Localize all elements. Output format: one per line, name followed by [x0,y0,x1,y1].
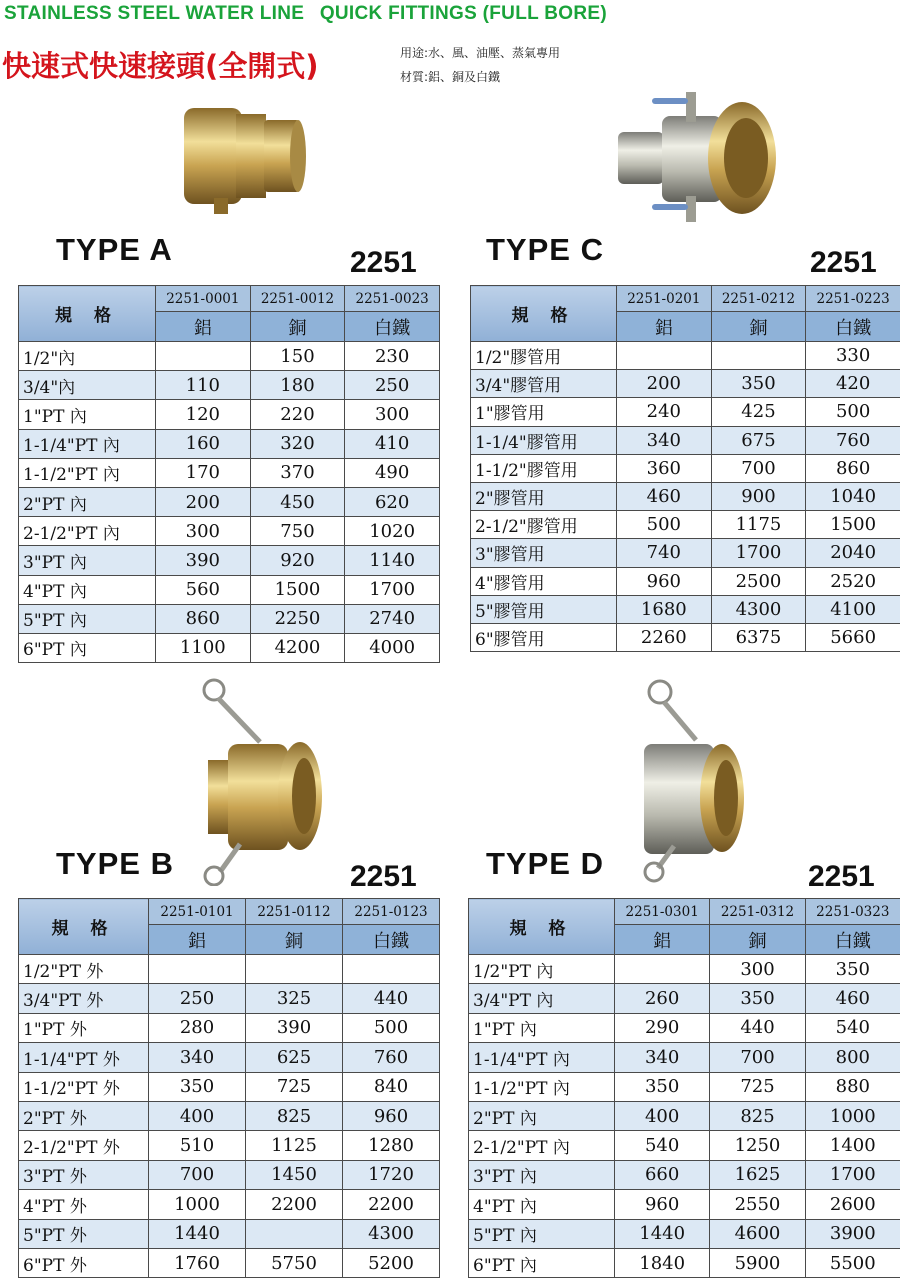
table-row [19,429,440,458]
size-cell: 1"膠管用 [471,398,617,426]
price-cell: 350 [149,1072,246,1101]
size-cell: 3/4"PT 外 [19,984,149,1013]
price-cell: 5900 [710,1248,805,1277]
size-cell: 1-1/2"PT 外 [19,1072,149,1101]
type-b-coupling-image [200,676,330,886]
price-cell: 300 [345,400,440,429]
table-row [469,1160,900,1189]
price-cell [711,342,806,370]
table-row [19,342,440,371]
spec-header: 規 格 [19,286,156,342]
price-cell: 230 [345,342,440,371]
price-cell: 500 [806,398,900,426]
price-cell: 725 [246,1072,343,1101]
table-row [19,955,440,984]
price-cell: 2520 [806,567,900,595]
size-cell: 3"膠管用 [471,539,617,567]
price-cell: 5500 [805,1248,900,1277]
size-cell: 1-1/4"PT 外 [19,1043,149,1072]
price-cell: 1500 [250,575,345,604]
product-code-header: 2251-0012 [250,286,345,312]
size-cell: 1/2"內 [19,342,156,371]
price-cell: 290 [615,1013,710,1042]
price-cell: 700 [710,1043,805,1072]
price-cell [617,342,712,370]
type-b-model: 2251 [350,860,417,893]
size-cell: 6"PT 內 [469,1248,615,1277]
price-cell: 1000 [805,1101,900,1130]
spec-header: 規 格 [19,899,149,955]
header-english [4,3,617,25]
table-row [19,400,440,429]
size-cell: 3"PT 外 [19,1160,149,1189]
price-cell: 1175 [711,511,806,539]
table-row [19,1101,440,1130]
size-cell: 1-1/2"膠管用 [471,454,617,482]
price-cell: 370 [250,458,345,487]
price-cell: 1020 [345,517,440,546]
header-row [19,286,440,312]
table-row [469,1131,900,1160]
price-cell: 360 [617,454,712,482]
product-code-header: 2251-0312 [710,899,805,925]
price-cell: 3900 [805,1219,900,1248]
table-row [469,1043,900,1072]
table-row [19,1190,440,1219]
table-row [471,370,900,398]
table-row [471,623,900,651]
price-cell: 110 [156,371,251,400]
price-cell: 540 [615,1131,710,1160]
material-header: 銅 [710,925,805,955]
table-row [19,1160,440,1189]
price-cell: 4300 [711,595,806,623]
size-cell: 1/2"膠管用 [471,342,617,370]
price-cell: 200 [617,370,712,398]
price-cell: 760 [343,1043,440,1072]
price-cell: 350 [615,1072,710,1101]
type-a-model: 2251 [350,246,417,279]
price-cell [149,955,246,984]
product-code-header: 2251-0323 [805,899,900,925]
price-cell: 120 [156,400,251,429]
size-cell: 1/2"PT 內 [469,955,615,984]
table-row [19,1013,440,1042]
table-row [469,1190,900,1219]
price-cell: 540 [805,1013,900,1042]
table-row [469,1219,900,1248]
size-cell: 2"PT 內 [469,1101,615,1130]
price-cell: 700 [149,1160,246,1189]
price-cell: 1250 [710,1131,805,1160]
table-row [19,1131,440,1160]
price-cell: 390 [156,546,251,575]
table-row [469,1072,900,1101]
price-cell: 330 [806,342,900,370]
price-cell [615,955,710,984]
material-header: 鋁 [617,312,712,342]
price-cell: 2600 [805,1190,900,1219]
price-cell: 300 [156,517,251,546]
price-cell: 625 [246,1043,343,1072]
size-cell: 4"PT 外 [19,1190,149,1219]
material-header: 鋁 [615,925,710,955]
size-cell: 5"PT 內 [469,1219,615,1248]
price-cell: 1720 [343,1160,440,1189]
material-header: 銅 [250,312,345,342]
price-cell: 4300 [343,1219,440,1248]
price-cell: 750 [250,517,345,546]
price-cell: 340 [615,1043,710,1072]
size-cell: 1"PT 外 [19,1013,149,1042]
price-cell: 500 [343,1013,440,1042]
price-cell: 2200 [343,1190,440,1219]
size-cell: 2"PT 內 [19,487,156,516]
size-cell: 2-1/2"PT 內 [469,1131,615,1160]
price-cell: 1440 [149,1219,246,1248]
size-cell: 6"PT 外 [19,1248,149,1277]
price-cell: 960 [617,567,712,595]
price-cell: 2250 [250,604,345,633]
price-cell: 4100 [806,595,900,623]
price-cell [246,1219,343,1248]
table-row [19,546,440,575]
price-cell: 825 [710,1101,805,1130]
product-code-header: 2251-0101 [149,899,246,925]
size-cell: 1-1/4"PT 內 [19,429,156,458]
price-cell: 250 [149,984,246,1013]
price-cell: 500 [617,511,712,539]
type-c-price-table [470,285,900,652]
price-cell: 4600 [710,1219,805,1248]
type-d-coupling-image [640,676,750,886]
price-cell: 2740 [345,604,440,633]
table-row [19,371,440,400]
type-b-title: TYPE B [56,846,174,881]
table-row [19,984,440,1013]
price-cell: 150 [250,342,345,371]
price-cell: 660 [615,1160,710,1189]
size-cell: 1"PT 內 [469,1013,615,1042]
price-cell: 880 [805,1072,900,1101]
price-cell: 460 [617,482,712,510]
size-cell: 1-1/2"PT 內 [469,1072,615,1101]
price-cell: 220 [250,400,345,429]
price-cell: 1125 [246,1131,343,1160]
price-cell: 4200 [250,633,345,662]
price-cell [156,342,251,371]
size-cell: 1-1/2"PT 內 [19,458,156,487]
table-row [19,575,440,604]
type-c-model: 2251 [810,246,877,279]
price-cell [246,955,343,984]
price-cell: 760 [806,426,900,454]
material-header: 白鐵 [805,925,900,955]
product-code-header: 2251-0223 [806,286,900,312]
table-row [19,633,440,662]
product-code-header: 2251-0201 [617,286,712,312]
price-cell: 2200 [246,1190,343,1219]
size-cell: 2-1/2"PT 外 [19,1131,149,1160]
price-cell: 6375 [711,623,806,651]
table-row [471,342,900,370]
type-d-title: TYPE D [486,846,604,881]
size-cell: 6"PT 內 [19,633,156,662]
table-row [471,426,900,454]
price-cell: 400 [615,1101,710,1130]
price-cell: 960 [343,1101,440,1130]
material-header: 白鐵 [343,925,440,955]
type-c-coupling-image [612,86,782,226]
price-cell: 1760 [149,1248,246,1277]
price-cell: 675 [711,426,806,454]
price-cell: 350 [711,370,806,398]
price-cell: 800 [805,1043,900,1072]
type-a-coupling-image [178,98,308,220]
price-cell: 440 [343,984,440,1013]
price-cell: 900 [711,482,806,510]
price-cell: 1000 [149,1190,246,1219]
price-cell: 1140 [345,546,440,575]
size-cell: 4"PT 內 [19,575,156,604]
price-cell: 2550 [710,1190,805,1219]
size-cell: 2"PT 外 [19,1101,149,1130]
material-header: 鋁 [156,312,251,342]
type-b-price-table [18,898,440,1278]
table-row [19,1219,440,1248]
price-cell: 160 [156,429,251,458]
price-cell: 420 [806,370,900,398]
price-cell: 1440 [615,1219,710,1248]
price-cell: 2260 [617,623,712,651]
price-cell: 1700 [711,539,806,567]
size-cell: 2"膠管用 [471,482,617,510]
material-header: 白鐵 [806,312,900,342]
type-d-price-table [468,898,900,1278]
table-row [471,595,900,623]
table-row [19,458,440,487]
price-cell: 5750 [246,1248,343,1277]
price-cell: 460 [805,984,900,1013]
price-cell: 560 [156,575,251,604]
price-cell: 425 [711,398,806,426]
table-row [471,398,900,426]
price-cell: 1700 [345,575,440,604]
product-code-header: 2251-0212 [711,286,806,312]
product-code-header: 2251-0112 [246,899,343,925]
table-row [19,1072,440,1101]
header-row [19,899,440,925]
page-title: 快速式快速接頭(全開式) [2,49,319,83]
price-cell: 300 [710,955,805,984]
price-cell: 5200 [343,1248,440,1277]
price-cell: 170 [156,458,251,487]
material-note: 材質:鋁、銅及白鐵 [400,70,501,84]
product-code-header: 2251-0023 [345,286,440,312]
price-cell: 350 [805,955,900,984]
spec-header: 規 格 [471,286,617,342]
price-cell: 280 [149,1013,246,1042]
product-code-header: 2251-0301 [615,899,710,925]
size-cell: 3"PT 內 [19,546,156,575]
table-row [471,539,900,567]
price-cell: 1840 [615,1248,710,1277]
usage-note: 用途:水、風、油壓、蒸氣專用 [400,46,561,60]
price-cell: 725 [710,1072,805,1101]
price-cell: 320 [250,429,345,458]
size-cell: 6"膠管用 [471,623,617,651]
type-d-model: 2251 [808,860,875,893]
material-header: 鋁 [149,925,246,955]
price-cell: 250 [345,371,440,400]
price-cell: 860 [806,454,900,482]
type-c-title: TYPE C [486,232,604,267]
size-cell: 3/4"膠管用 [471,370,617,398]
price-cell: 400 [149,1101,246,1130]
table-row [19,517,440,546]
material-header: 銅 [711,312,806,342]
table-row [469,955,900,984]
header-line-en2: QUICK FITTINGS (FULL BORE) [319,3,607,24]
table-row [469,1248,900,1277]
price-cell: 860 [156,604,251,633]
price-cell: 960 [615,1190,710,1219]
price-cell: 325 [246,984,343,1013]
price-cell: 1100 [156,633,251,662]
table-row [471,567,900,595]
table-row [471,454,900,482]
product-code-header: 2251-0123 [343,899,440,925]
price-cell: 180 [250,371,345,400]
price-cell: 440 [710,1013,805,1042]
price-cell: 825 [246,1101,343,1130]
price-cell: 390 [246,1013,343,1042]
size-cell: 1-1/4"PT 內 [469,1043,615,1072]
price-cell: 200 [156,487,251,516]
table-row [471,482,900,510]
size-cell: 1"PT 內 [19,400,156,429]
price-cell: 1680 [617,595,712,623]
price-cell: 1450 [246,1160,343,1189]
price-cell: 410 [345,429,440,458]
price-cell: 490 [345,458,440,487]
price-cell: 510 [149,1131,246,1160]
price-cell: 5660 [806,623,900,651]
table-row [471,511,900,539]
table-row [19,604,440,633]
header-row [471,286,900,312]
price-cell: 840 [343,1072,440,1101]
table-row [19,1043,440,1072]
type-a-price-table [18,285,440,663]
table-row [19,1248,440,1277]
size-cell: 2-1/2"膠管用 [471,511,617,539]
price-cell: 1625 [710,1160,805,1189]
size-cell: 2-1/2"PT 內 [19,517,156,546]
price-cell: 1280 [343,1131,440,1160]
price-cell: 620 [345,487,440,516]
price-cell: 1040 [806,482,900,510]
price-cell: 340 [149,1043,246,1072]
header-line-en: STAINLESS STEEL WATER LINE [4,3,305,24]
price-cell: 1500 [806,511,900,539]
price-cell: 700 [711,454,806,482]
size-cell: 4"膠管用 [471,567,617,595]
spec-header: 規 格 [469,899,615,955]
price-cell: 4000 [345,633,440,662]
price-cell: 1700 [805,1160,900,1189]
product-code-header: 2251-0001 [156,286,251,312]
size-cell: 5"PT 外 [19,1219,149,1248]
size-cell: 3"PT 內 [469,1160,615,1189]
price-cell: 350 [710,984,805,1013]
price-cell: 340 [617,426,712,454]
price-cell: 2040 [806,539,900,567]
price-cell: 240 [617,398,712,426]
size-cell: 1-1/4"膠管用 [471,426,617,454]
price-cell: 2500 [711,567,806,595]
table-row [469,984,900,1013]
size-cell: 1/2"PT 外 [19,955,149,984]
table-row [469,1013,900,1042]
price-cell: 450 [250,487,345,516]
size-cell: 5"PT 內 [19,604,156,633]
price-cell: 920 [250,546,345,575]
type-a-title: TYPE A [56,232,173,267]
size-cell: 3/4"PT 內 [469,984,615,1013]
price-cell: 740 [617,539,712,567]
price-cell: 260 [615,984,710,1013]
size-cell: 5"膠管用 [471,595,617,623]
size-cell: 4"PT 內 [469,1190,615,1219]
table-row [469,1101,900,1130]
price-cell [343,955,440,984]
size-cell: 3/4"內 [19,371,156,400]
price-cell: 1400 [805,1131,900,1160]
material-header: 白鐵 [345,312,440,342]
header-row [469,899,900,925]
material-header: 銅 [246,925,343,955]
table-row [19,487,440,516]
